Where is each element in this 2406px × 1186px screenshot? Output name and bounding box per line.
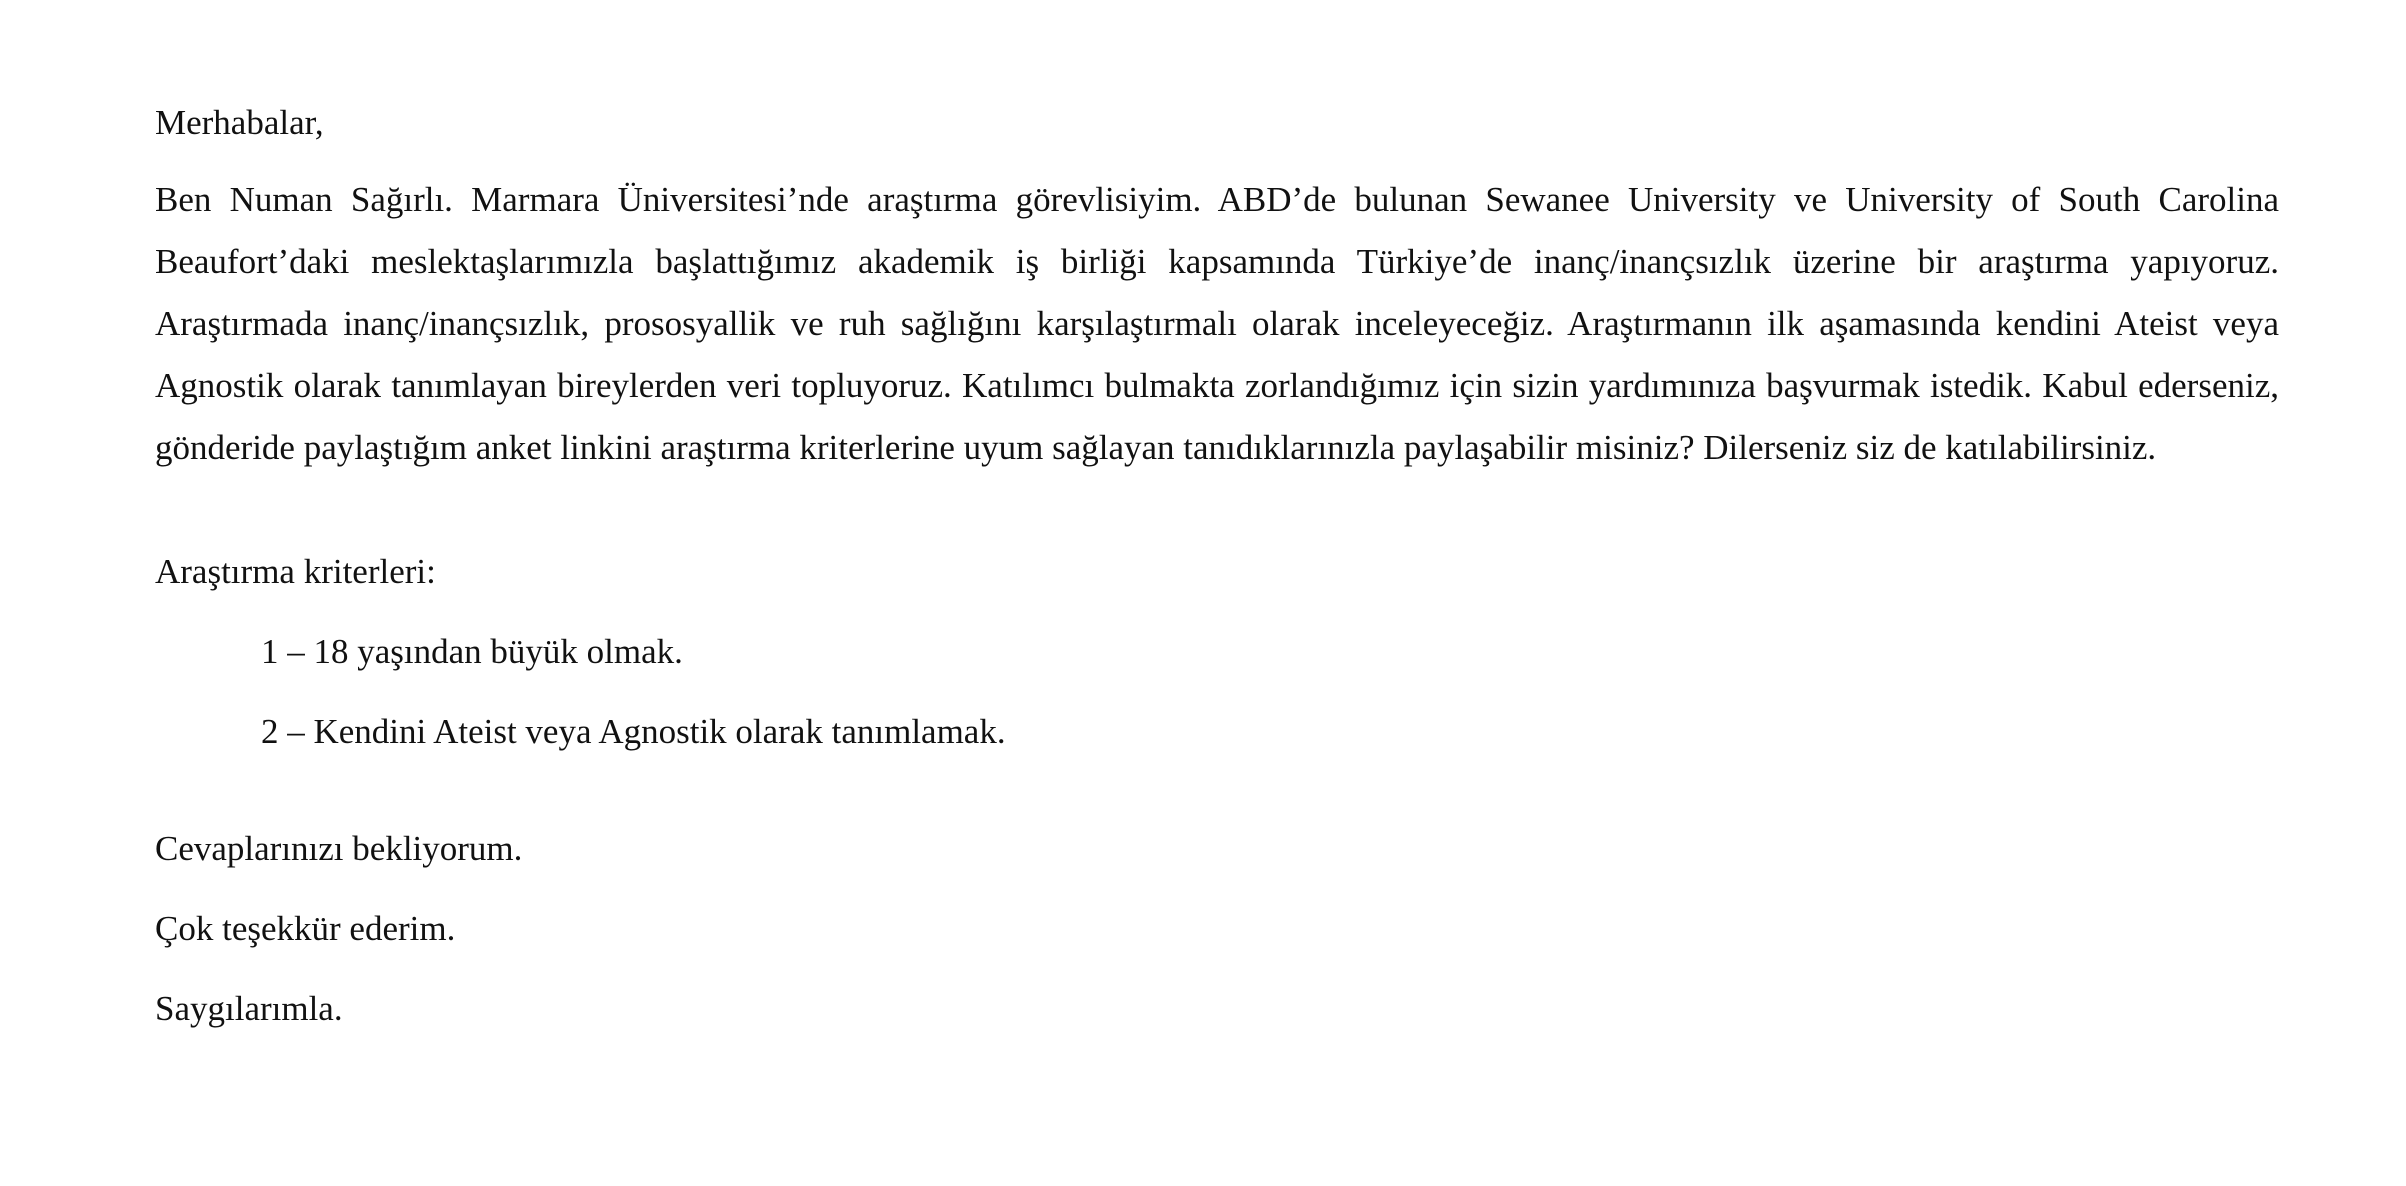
criteria-title: Araştırma kriterleri: [155, 552, 436, 591]
criteria-item-2: 2 – Kendini Ateist veya Agnostik olarak tanımlamak. [261, 712, 1006, 751]
greeting: Merhabalar, [155, 103, 324, 142]
criteria-list [155, 621, 2279, 763]
document-page [155, 92, 2279, 1040]
closing-line-2: Çok teşekkür ederim. [155, 909, 456, 948]
body-paragraph: Ben Numan Sağırlı. Marmara Üniversitesi’nde araştırma görevlisiyim. ABD’de bulunan Sewanee University ve University of South Carolina Beaufort’daki meslektaşlarımızla başlattığımız akademik iş birliği kapsamında Türkiye’de inanç/inançsızlık üzerine bir araştırma yapıyoruz. Araştırmada inanç/inançsızlık, prososyallik ve ruh sağlığını karşılaştırmalı olarak inceleyeceğiz. Araştırmanın ilk aşamasında kendini Ateist veya Agnostik olarak tanımlayan bireylerden veri topluyoruz. Katılımcı bulmakta zorlandığımız için sizin yardımınıza başvurmak istedik. Kabul ederseniz, gönderide paylaştığım anket linkini araştırma kriterlerine uyum sağlayan tanıdıklarınızla paylaşabilir misiniz? Dilerseniz siz de katılabilirsiniz. [155, 180, 2279, 467]
closing-line-3: Saygılarımla. [155, 989, 343, 1028]
criteria-item-1: 1 – 18 yaşından büyük olmak. [261, 632, 683, 671]
closing-line-1: Cevaplarınızı bekliyorum. [155, 829, 523, 868]
